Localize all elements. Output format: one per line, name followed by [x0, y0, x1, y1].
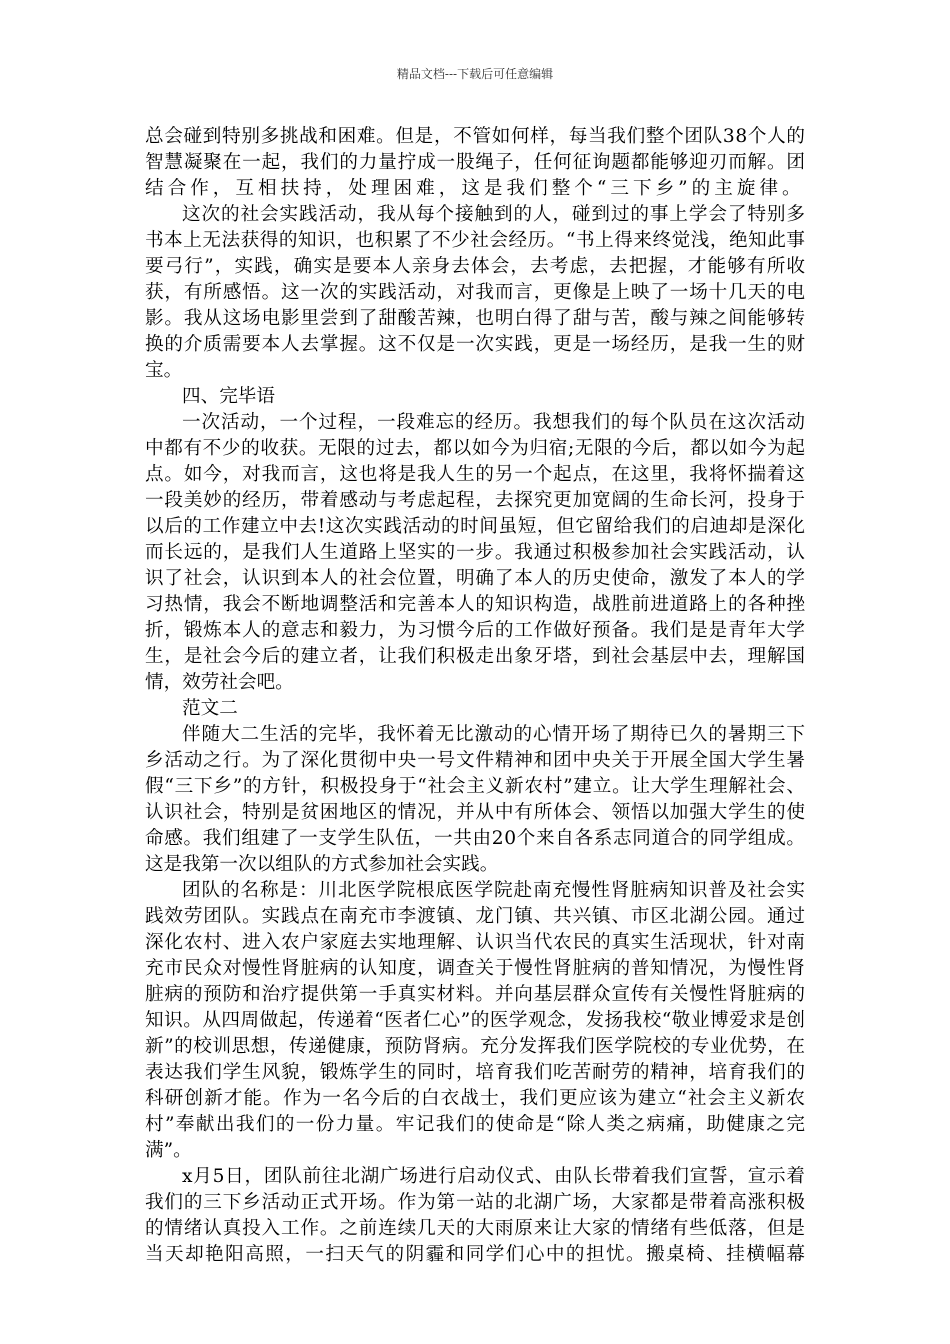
text-line: 以后的工作建立中去!这次实践活动的时间虽短，但它留给我们的启迪却是深化 [145, 516, 806, 537]
text-line: 结合作，互相扶持，处理困难，这是我们整个“三下乡”的主旋律。 [145, 178, 805, 199]
text-line: 一段美妙的经历，带着感动与考虑起程，去探究更加宽阔的生命长河，投身于 [145, 490, 806, 511]
text-line: 换的介质需要本人去掌握。这不仅是一次实践，更是一场经历，是我一生的财 [145, 334, 806, 355]
text-line: 科研创新才能。作为一名今后的白衣战士，我们更应该为建立“社会主义新农 [145, 1088, 807, 1109]
text-line: 伴随大二生活的完毕，我怀着无比激动的心情开场了期待已久的暑期三下 [182, 724, 806, 745]
text-line: 情，效劳社会吧。 [145, 672, 294, 693]
text-line: 四、完毕语 [182, 386, 275, 407]
text-line: 折，锻炼本人的意志和毅力，为习惯今后的工作做好预备。我们是是青年大学 [145, 620, 806, 641]
text-line: 认识社会，特别是贫困地区的情况，并从中有所体会、领悟以加强大学生的使 [145, 802, 806, 823]
text-line: 生，是社会今后的建立者，让我们积极走出象牙塔，到社会基层中去，理解国 [145, 646, 806, 667]
text-line: 村”奉献出我们的一份力量。牢记我们的使命是“除人类之病痛，助健康之完 [145, 1114, 807, 1135]
text-line: 新”的校训思想，传递健康，预防肾病。充分发挥我们医学院校的专业优势，在 [145, 1036, 806, 1057]
text-line: 乡活动之行。为了深化贯彻中央一号文件精神和团中央关于开展全国大学生暑 [145, 750, 806, 771]
text-line: 点。如今，对我而言，这也将是我人生的另一个起点，在这里，我将怀揣着这 [145, 464, 806, 485]
page-header: 精品文档---下载后可任意编辑 [396, 67, 554, 81]
text-line: 深化农村、进入农户家庭去实地理解、认识当代农民的真实生活现状，针对南 [145, 932, 806, 953]
document-body [145, 124, 805, 1268]
text-line: 书本上无法获得的知识，也积累了不少社会经历。“书上得来终觉浅，绝知此事 [145, 230, 806, 251]
text-line: 命感。我们组建了一支学生队伍，一共由20个来自各系志同道合的同学组成。 [145, 828, 806, 849]
text-line: 充市民众对慢性肾脏病的认知度，调查关于慢性肾脏病的普知情况，为慢性肾 [145, 958, 806, 979]
text-line: 知识。从四周做起，传递着“医者仁心”的医学观念，发扬我校“敬业博爱求是创 [145, 1010, 806, 1031]
text-line: 一次活动，一个过程，一段难忘的经历。我想我们的每个队员在这次活动 [182, 412, 806, 433]
text-line: 习热情，我会不断地调整活和完善本人的知识构造，战胜前进道路上的各种挫 [145, 594, 806, 615]
text-line: 这是我第一次以组队的方式参加社会实践。 [145, 854, 499, 875]
text-line: 的情绪认真投入工作。之前连续几天的大雨原来让大家的情绪有些低落，但是 [145, 1218, 806, 1239]
text-line: 范文二 [182, 698, 238, 719]
text-line: 总会碰到特别多挑战和困难。但是，不管如何样，每当我们整个团队38个人的 [145, 126, 806, 147]
text-line: 当天却艳阳高照，一扫天气的阴霾和同学们心中的担忧。搬桌椅、挂横幅幕 [145, 1244, 807, 1265]
text-line: 识了社会，认识到本人的社会位置，明确了本人的历史使命，激发了本人的学 [145, 568, 806, 589]
text-line: 团队的名称是：川北医学院根底医学院赴南充慢性肾脏病知识普及社会实 [182, 880, 806, 901]
text-line: 获，有所感悟。这一次的实践活动，对我而言，更像是上映了一场十几天的电 [145, 282, 806, 303]
text-line: 智慧凝聚在一起，我们的力量拧成一股绳子，任何征询题都能够迎刃而解。团 [145, 152, 806, 173]
text-line: 假“三下乡”的方针，积极投身于“社会主义新农村”建立。让大学生理解社会、 [145, 776, 806, 797]
text-line: 这次的社会实践活动，我从每个接触到的人，碰到过的事上学会了特别多 [182, 204, 806, 225]
text-line: x月5日，团队前往北湖广场进行启动仪式、由队长带着我们宣誓，宣示着 [182, 1166, 806, 1187]
text-line: 践效劳团队。实践点在南充市李渡镇、龙门镇、共兴镇、市区北湖公园。通过 [145, 906, 806, 927]
text-line: 而长远的，是我们人生道路上坚实的一步。我通过积极参加社会实践活动，认 [145, 542, 806, 563]
text-line: 表达我们学生风貌，锻炼学生的同时，培育我们吃苦耐劳的精神，培育我们的 [145, 1062, 806, 1083]
text-line: 脏病的预防和治疗提供第一手真实材料。并向基层群众宣传有关慢性肾脏病的 [145, 984, 806, 1005]
text-line: 满”。 [145, 1140, 192, 1161]
text-line: 宝。 [145, 360, 183, 381]
text-line: 影。我从这场电影里尝到了甜酸苦辣，也明白得了甜与苦，酸与辣之间能够转 [145, 308, 806, 329]
text-line: 要弓行”，实践，确实是要本人亲身去体会，去考虑，去把握，才能够有所收 [145, 256, 807, 277]
text-line: 中都有不少的收获。无限的过去，都以如今为归宿;无限的今后，都以如今为起 [145, 438, 806, 459]
text-line: 我们的三下乡活动正式开场。作为第一站的北湖广场，大家都是带着高涨积极 [145, 1192, 806, 1213]
